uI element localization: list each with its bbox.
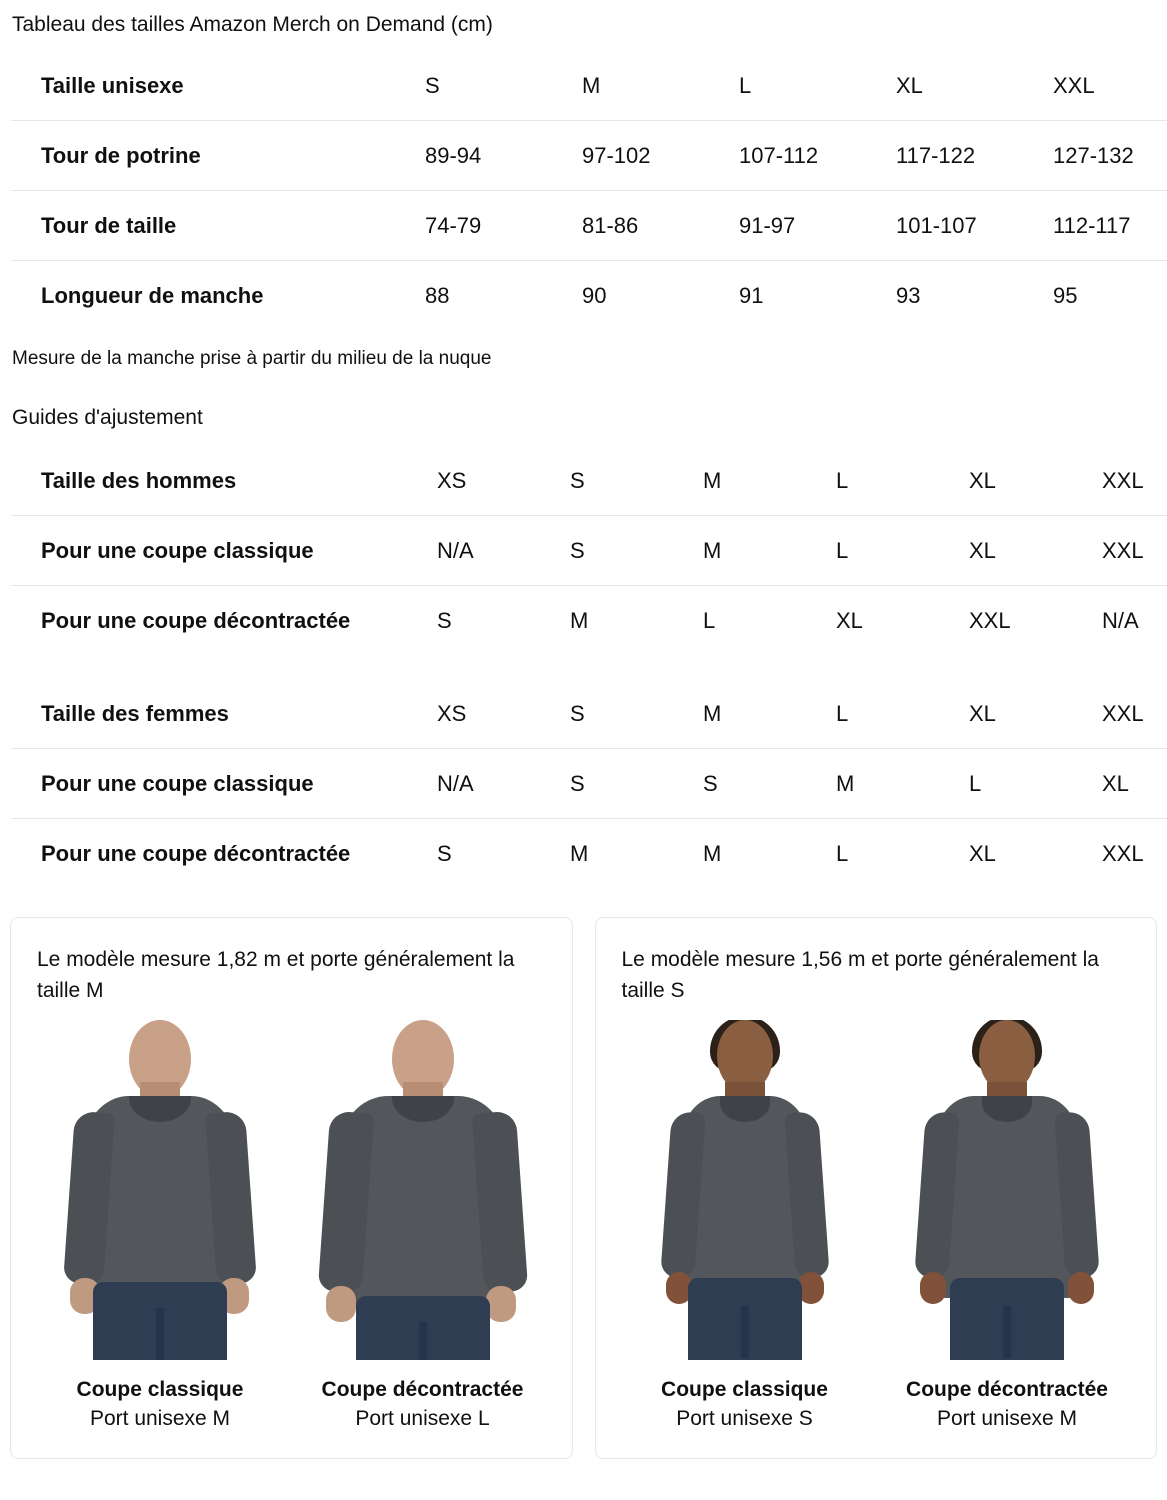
- model-height-caption: Le modèle mesure 1,56 m et porte généralement la taille S: [621, 948, 1099, 1002]
- figure-group: [622, 1020, 1131, 1434]
- table-cell: S: [433, 586, 566, 656]
- row-label: Pour une coupe classique: [11, 516, 434, 586]
- row-label: Taille des hommes: [41, 467, 237, 493]
- table-cell: L: [832, 819, 965, 889]
- table-cell: M: [699, 819, 832, 889]
- model-height-caption: Le modèle mesure 1,82 m et porte généralement la taille M: [37, 948, 515, 1002]
- table-row: [11, 749, 1167, 819]
- table-cell: 95: [1049, 261, 1167, 331]
- figure-sublabel: Port unisexe S: [676, 1407, 813, 1430]
- table-cell: XXL: [1102, 467, 1144, 493]
- table-cell: XL: [832, 586, 965, 656]
- figure-label: Coupe décontractée: [906, 1378, 1108, 1401]
- table-cell: 112-117: [1049, 191, 1167, 261]
- table-cell: L: [739, 72, 752, 98]
- figure-female-classic: [622, 1020, 868, 1434]
- table-cell: M: [699, 516, 832, 586]
- table-cell: L: [699, 586, 832, 656]
- female-model-classic-fit-image: [622, 1020, 868, 1360]
- table-cell: S: [570, 700, 585, 726]
- row-label: Tour de taille: [11, 191, 422, 261]
- table-cell: XL: [969, 467, 996, 493]
- womens-fit-table: [10, 678, 1167, 889]
- table-cell: XL: [1098, 749, 1167, 819]
- table-cell: 91: [735, 261, 892, 331]
- table-cell: 74-79: [421, 191, 578, 261]
- figure-sublabel: Port unisexe M: [89, 1407, 231, 1430]
- table-cell: 101-107: [892, 191, 1049, 261]
- table-cell: XL: [969, 700, 996, 726]
- table-cell: 91-97: [735, 191, 892, 261]
- row-label: Taille unisexe: [41, 72, 184, 98]
- sleeve-measurement-note: Mesure de la manche prise à partir du milieu de la nuque: [12, 348, 492, 369]
- table-cell: 127-132: [1049, 121, 1167, 191]
- figure-female-relaxed: [884, 1020, 1130, 1434]
- table-row: [11, 586, 1167, 656]
- table-cell: S: [433, 819, 566, 889]
- table-cell: M: [582, 72, 601, 98]
- row-label: Pour une coupe décontractée: [11, 586, 434, 656]
- figure-sublabel: Port unisexe L: [355, 1407, 490, 1430]
- table-cell: XXL: [1098, 819, 1167, 889]
- female-model-relaxed-fit-image: [884, 1020, 1130, 1360]
- table-cell: M: [566, 819, 699, 889]
- table-cell: M: [703, 467, 722, 493]
- table-cell: N/A: [433, 749, 566, 819]
- mens-fit-table: [10, 445, 1167, 656]
- table-cell: XS: [437, 700, 467, 726]
- unisex-size-table: [10, 50, 1167, 331]
- table-cell: L: [836, 467, 849, 493]
- table-cell: L: [836, 700, 849, 726]
- male-model-relaxed-fit-image: [300, 1020, 546, 1360]
- page-title: Tableau des tailles Amazon Merch on Demand (cm): [12, 13, 493, 36]
- table-cell: 107-112: [735, 121, 892, 191]
- figure-label: Coupe décontractée: [321, 1378, 524, 1401]
- table-cell: XS: [437, 467, 467, 493]
- table-cell: 97-102: [578, 121, 735, 191]
- table-cell: XXL: [1053, 72, 1095, 98]
- figure-sublabel: Port unisexe M: [936, 1407, 1078, 1430]
- table-row: [11, 679, 1167, 749]
- table-cell: M: [832, 749, 965, 819]
- figure-group: [37, 1020, 546, 1434]
- table-row: [11, 121, 1167, 191]
- table-cell: L: [832, 516, 965, 586]
- table-cell: XXL: [1098, 516, 1167, 586]
- table-cell: 90: [578, 261, 735, 331]
- figure-male-relaxed: [300, 1020, 546, 1434]
- table-row: [11, 516, 1167, 586]
- figure-label: Coupe classique: [661, 1378, 828, 1401]
- table-cell: M: [566, 586, 699, 656]
- table-cell: S: [566, 749, 699, 819]
- row-label: Longueur de manche: [11, 261, 422, 331]
- row-label: Pour une coupe décontractée: [11, 819, 434, 889]
- table-cell: N/A: [433, 516, 566, 586]
- row-label: Taille des femmes: [41, 700, 229, 726]
- table-cell: 93: [892, 261, 1049, 331]
- table-row: [11, 191, 1167, 261]
- row-label: Pour une coupe classique: [11, 749, 434, 819]
- table-row: [11, 819, 1167, 889]
- table-cell: XXL: [1102, 700, 1144, 726]
- table-cell: 88: [421, 261, 578, 331]
- figure-label: Coupe classique: [76, 1378, 244, 1401]
- table-cell: XL: [965, 819, 1098, 889]
- male-model-classic-fit-image: [37, 1020, 283, 1360]
- table-row: [11, 261, 1167, 331]
- table-row: [11, 446, 1167, 516]
- table-cell: S: [699, 749, 832, 819]
- table-cell: XL: [896, 72, 923, 98]
- table-cell: M: [703, 700, 722, 726]
- table-cell: XXL: [965, 586, 1098, 656]
- table-cell: 117-122: [892, 121, 1049, 191]
- figure-male-classic: [37, 1020, 283, 1434]
- row-label: Tour de potrine: [11, 121, 422, 191]
- model-cards-row: [10, 917, 1157, 1459]
- female-model-card: [595, 917, 1158, 1459]
- table-cell: XL: [965, 516, 1098, 586]
- table-cell: L: [965, 749, 1098, 819]
- table-cell: 81-86: [578, 191, 735, 261]
- table-cell: S: [566, 516, 699, 586]
- table-spacer: [10, 656, 1157, 678]
- table-row: [11, 51, 1167, 121]
- table-cell: 89-94: [421, 121, 578, 191]
- male-model-card: [10, 917, 573, 1459]
- table-cell: N/A: [1098, 586, 1167, 656]
- fit-guides-title: Guides d'ajustement: [12, 406, 203, 429]
- table-cell: S: [570, 467, 585, 493]
- table-cell: S: [425, 72, 440, 98]
